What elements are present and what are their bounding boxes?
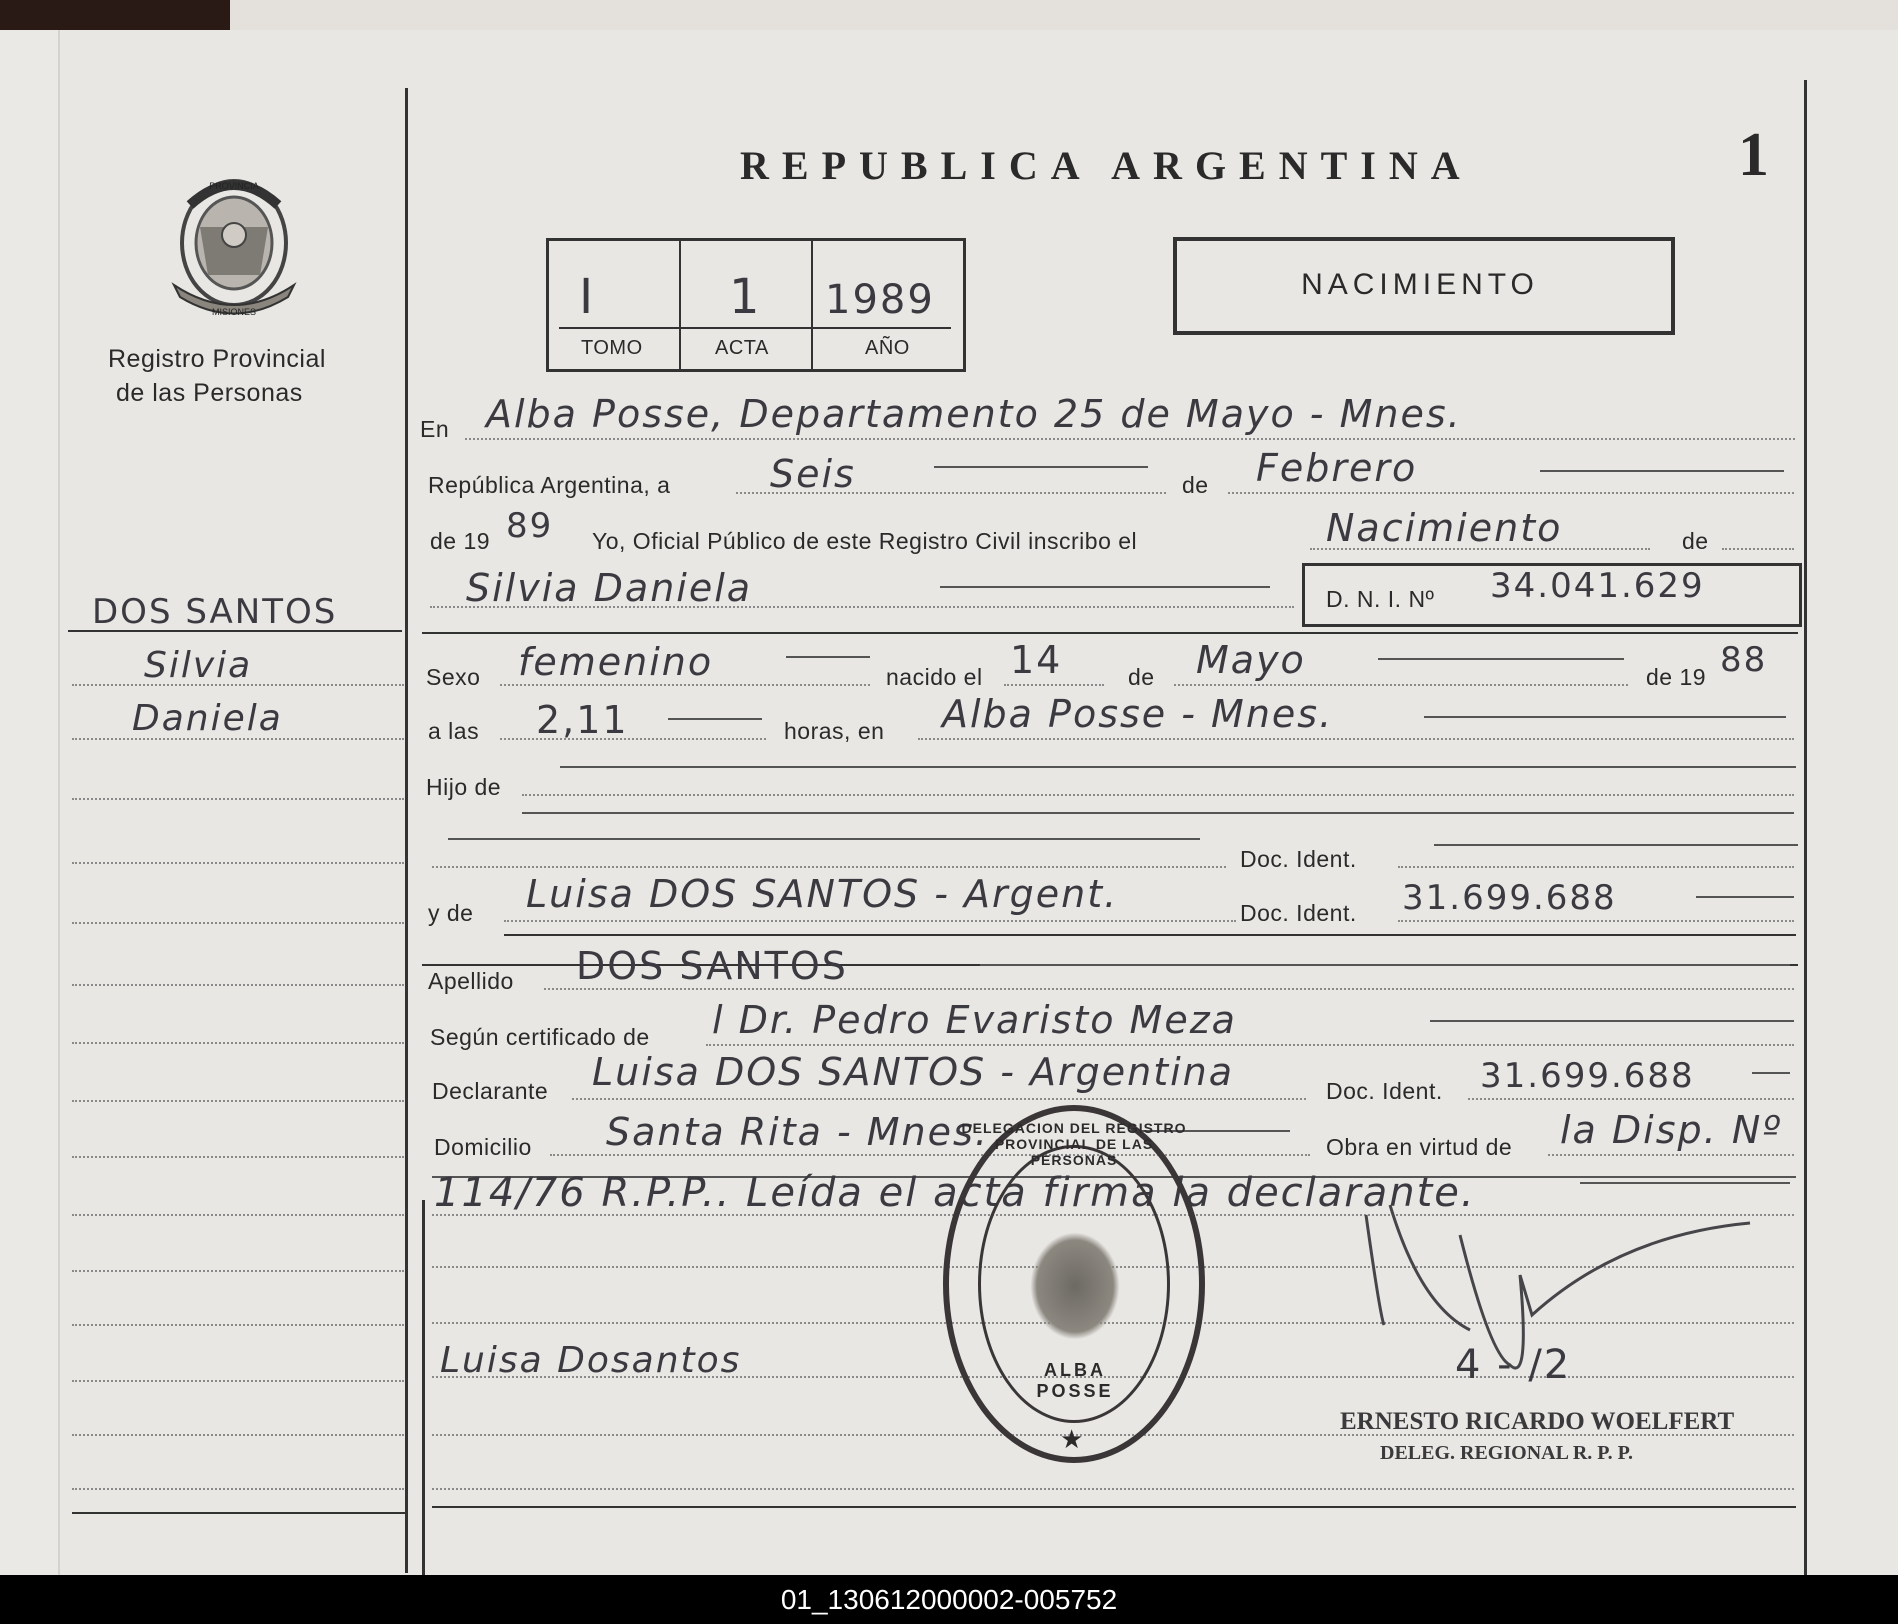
margin-line bbox=[72, 1214, 404, 1216]
form-line bbox=[500, 684, 870, 686]
dia-value: Seis bbox=[770, 452, 856, 496]
official-initials: 4 - /2 bbox=[1455, 1342, 1572, 1388]
filler-dash bbox=[448, 838, 1200, 840]
margin-bottom-rule bbox=[72, 1512, 406, 1514]
madre-doc: 31.699.688 bbox=[1402, 878, 1617, 918]
provincial-seal-icon bbox=[160, 165, 308, 323]
margin-line bbox=[72, 684, 404, 686]
inner-border bbox=[422, 1200, 425, 1575]
section-rule bbox=[504, 934, 1796, 936]
acta-label: ACTA bbox=[715, 337, 769, 359]
anio-label: AÑO bbox=[865, 337, 910, 359]
en-value: Alba Posse, Departamento 25 de Mayo - Mnes. bbox=[486, 392, 1462, 436]
filler-dash bbox=[934, 466, 1148, 468]
margin-line bbox=[72, 1100, 404, 1102]
margin-surname: DOS SANTOS bbox=[92, 592, 338, 632]
form-line bbox=[544, 988, 1794, 990]
de-label: de bbox=[1182, 472, 1209, 498]
margin-given2: Daniela bbox=[132, 698, 283, 739]
margin-line bbox=[72, 798, 404, 800]
margin-line bbox=[72, 1380, 404, 1382]
segun-label: Según certificado de bbox=[430, 1024, 650, 1050]
margin-line bbox=[72, 1156, 404, 1158]
form-line bbox=[1398, 866, 1794, 868]
form-line bbox=[1722, 548, 1794, 550]
page-number: 1 bbox=[1738, 121, 1769, 189]
hora-value: 2,11 bbox=[536, 698, 629, 742]
form-line bbox=[432, 1488, 1794, 1490]
left-column-border bbox=[405, 88, 408, 1573]
form-line bbox=[522, 794, 1794, 796]
record-number-box bbox=[546, 238, 966, 372]
margin-line bbox=[72, 984, 404, 986]
filler-dash bbox=[1580, 1182, 1790, 1184]
form-line bbox=[572, 1098, 1306, 1100]
declarante-value: Luisa DOS SANTOS - Argentina bbox=[592, 1050, 1235, 1094]
filler-dash bbox=[786, 656, 870, 658]
apellido-value: DOS SANTOS bbox=[576, 944, 848, 988]
margin-line bbox=[72, 922, 404, 924]
bottom-rule bbox=[432, 1506, 1796, 1508]
tomo-value: I bbox=[579, 269, 596, 325]
margin-line bbox=[72, 1042, 404, 1044]
nacido-label: nacido el bbox=[886, 664, 983, 690]
sexo-value: femenino bbox=[518, 640, 714, 684]
continuation-text: 114/76 R.P.P.. Leída el acta firma la declarante. bbox=[434, 1170, 1476, 1216]
scan-id-footer: 01_130612000002-005752 bbox=[0, 1575, 1898, 1624]
obra-value: la Disp. Nº bbox=[1560, 1108, 1783, 1152]
declarant-signature: Luisa Dosantos bbox=[440, 1340, 742, 1381]
anio-value: 1989 bbox=[825, 277, 935, 323]
nacido-anio: 88 bbox=[1720, 640, 1768, 680]
domicilio-label: Domicilio bbox=[434, 1134, 532, 1160]
de-label2: de bbox=[1682, 528, 1709, 554]
form-line bbox=[1548, 1154, 1794, 1156]
obra-label: Obra en virtud de bbox=[1326, 1134, 1513, 1160]
nacido-mes: Mayo bbox=[1196, 638, 1306, 682]
record-type-label: NACIMIENTO bbox=[1301, 268, 1539, 301]
de19-label: de 19 bbox=[430, 528, 491, 554]
doc-ident-label: Doc. Ident. bbox=[1240, 846, 1357, 872]
form-line bbox=[918, 738, 1794, 740]
tomo-label: TOMO bbox=[581, 337, 643, 359]
filler-dash bbox=[1696, 896, 1794, 898]
form-line bbox=[706, 1044, 1794, 1046]
doc-ident-label2: Doc. Ident. bbox=[1240, 900, 1357, 926]
form-line bbox=[430, 606, 1294, 608]
yo-label: Yo, Oficial Público de este Registro Civil inscribo el bbox=[592, 528, 1138, 554]
acta-value: 1 bbox=[729, 269, 762, 325]
margin-line bbox=[72, 738, 404, 740]
filler-dash bbox=[560, 766, 1796, 768]
en-label: En bbox=[420, 416, 450, 442]
nacido-dia: 14 bbox=[1010, 638, 1063, 682]
de-label3: de bbox=[1128, 664, 1155, 690]
stamp-star-icon: ★ bbox=[1060, 1424, 1084, 1454]
form-line bbox=[504, 920, 1236, 922]
lugar-value: Alba Posse - Mnes. bbox=[942, 692, 1334, 736]
official-title: DELEG. REGIONAL R. P. P. bbox=[1380, 1442, 1634, 1464]
filler-dash bbox=[980, 964, 1790, 966]
alas-label: a las bbox=[428, 718, 480, 744]
filler-dash bbox=[1430, 1020, 1794, 1022]
republica-label: República Argentina, a bbox=[428, 472, 671, 498]
filler-dash bbox=[1424, 716, 1786, 718]
page-binding bbox=[0, 30, 60, 1575]
right-border bbox=[1804, 80, 1807, 1575]
section-rule bbox=[422, 632, 1798, 634]
doc-ident-label3: Doc. Ident. bbox=[1326, 1078, 1443, 1104]
cell-divider bbox=[679, 241, 681, 369]
margin-line bbox=[72, 1434, 404, 1436]
page-title: REPUBLICA ARGENTINA bbox=[740, 143, 1473, 188]
svg-text:PROVINCIA: PROVINCIA bbox=[209, 181, 259, 191]
margin-line bbox=[72, 1270, 404, 1272]
form-line bbox=[465, 438, 1795, 440]
stamp-inner-text: ALBA POSSE bbox=[1036, 1360, 1114, 1401]
yde-label: y de bbox=[428, 900, 474, 926]
form-line bbox=[432, 866, 1226, 868]
domicilio-value: Santa Rita - Mnes. bbox=[606, 1110, 989, 1154]
inscribo-value: Nacimiento bbox=[1326, 506, 1563, 550]
nombre-value: Silvia Daniela bbox=[466, 566, 753, 610]
filler-dash bbox=[940, 586, 1270, 588]
segun-value: l Dr. Pedro Evaristo Meza bbox=[712, 998, 1237, 1042]
madre-value: Luisa DOS SANTOS - Argent. bbox=[526, 872, 1119, 916]
de19b-label: de 19 bbox=[1646, 664, 1707, 690]
form-line bbox=[550, 1154, 1310, 1156]
form-line bbox=[1398, 920, 1794, 922]
form-line bbox=[1174, 684, 1628, 686]
declarante-doc: 31.699.688 bbox=[1480, 1056, 1695, 1096]
filler-dash bbox=[1752, 1072, 1790, 1074]
sexo-label: Sexo bbox=[426, 664, 481, 690]
dni-value: 34.041.629 bbox=[1490, 566, 1705, 606]
cell-divider bbox=[811, 241, 813, 369]
stamp-emblem-icon bbox=[1030, 1232, 1120, 1340]
registry-name-line2: de las Personas bbox=[116, 379, 303, 407]
mes-value: Febrero bbox=[1256, 446, 1418, 490]
form-line bbox=[1004, 684, 1104, 686]
filler-dash bbox=[668, 718, 762, 720]
hijo-label: Hijo de bbox=[426, 774, 502, 800]
box-underline bbox=[559, 327, 951, 329]
registry-name-line1: Registro Provincial bbox=[108, 345, 326, 373]
stamp-ring-text: DELEGACION DEL REGISTRO PROVINCIAL DE LAS PERSONAS bbox=[961, 1120, 1187, 1168]
margin-line bbox=[72, 1324, 404, 1326]
svg-text:MISIONES: MISIONES bbox=[211, 307, 257, 317]
margin-line bbox=[72, 862, 404, 864]
dni-label: D. N. I. Nº bbox=[1326, 586, 1435, 612]
horas-label: horas, en bbox=[784, 718, 885, 744]
filler-dash bbox=[1540, 470, 1784, 472]
filler-dash bbox=[1378, 658, 1624, 660]
form-line bbox=[1228, 492, 1794, 494]
margin-given1: Silvia bbox=[144, 645, 253, 686]
official-name: ERNESTO RICARDO WOELFERT bbox=[1340, 1408, 1735, 1435]
year-suffix: 89 bbox=[506, 506, 554, 546]
filler-dash bbox=[522, 812, 1794, 814]
filler-dash bbox=[1434, 844, 1798, 846]
declarante-label: Declarante bbox=[432, 1078, 549, 1104]
apellido-label: Apellido bbox=[428, 968, 514, 994]
form-line bbox=[1468, 1098, 1794, 1100]
margin-line bbox=[72, 1488, 404, 1490]
